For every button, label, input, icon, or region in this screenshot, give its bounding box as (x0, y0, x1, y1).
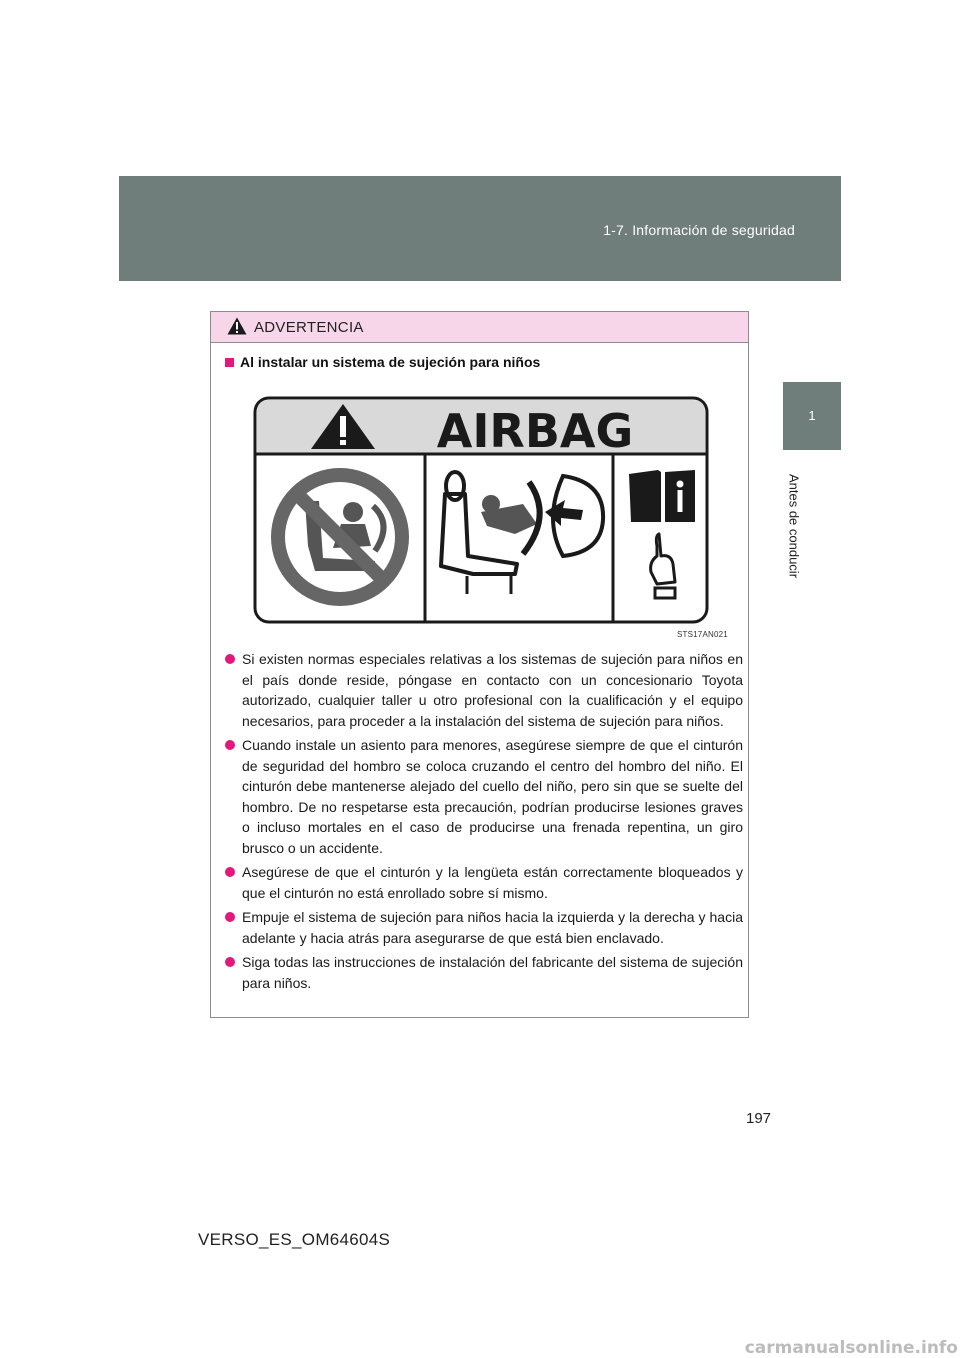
page-number: 197 (746, 1110, 772, 1127)
figure-code: STS17AN021 (677, 630, 728, 639)
watermark-text: carmanualsonline.info (744, 1338, 958, 1358)
list-item (225, 907, 743, 948)
circle-bullet-icon (225, 867, 235, 877)
subsection-heading-text: Al instalar un sistema de sujeción para niños (240, 354, 541, 370)
header-band (119, 176, 841, 281)
watermark-logo (710, 1336, 960, 1358)
list-item (225, 649, 743, 731)
circle-bullet-icon (225, 654, 235, 664)
airbag-warning-label-illustration (253, 396, 709, 626)
chapter-number: 1 (808, 408, 816, 423)
list-item-text: Cuando instale un asiento para menores, asegúrese siempre de que el cinturón de seguridad del hombro se coloca cruzando el centro del hombro del niño. El cinturón debe mantenerse alejado del cuello del niño, pero sin que se suelte del hombro. De no respetarse esta precaución, podrían producirse lesiones graves o incluso mortales en el caso de producirse una frenada repentina, un giro brusco o un accidente. (242, 737, 743, 856)
list-item-text: Asegúrese de que el cinturón y la lengüeta están correctamente bloqueados y que el cinturón no está enrollado sobre sí mismo. (242, 864, 743, 901)
list-item (225, 735, 743, 858)
chapter-label: Antes de conducir (786, 473, 802, 579)
watermark (0, 1336, 960, 1358)
circle-bullet-icon (225, 740, 235, 750)
list-item-text: Empuje el sistema de sujeción para niños hacia la izquierda y la derecha y hacia adelante y hacia atrás para asegurarse de que está bien enclavado. (242, 909, 743, 946)
subsection-heading (225, 354, 540, 370)
warning-box (210, 311, 749, 1018)
section-title: 1-7. Información de seguridad (603, 222, 795, 238)
list-item-text: Siga todas las instrucciones de instalación del fabricante del sistema de sujeción para niños. (242, 954, 743, 991)
chapter-label-container (783, 456, 805, 596)
bullet-list (225, 649, 743, 997)
list-item (225, 952, 743, 993)
list-item-text: Si existen normas especiales relativas a los sistemas de sujeción para niños en el país donde reside, póngase en contacto con un concesionario Toyota autorizado, cualquier taller u otro profesional con la cualificación y el equipo necesarios, para proceder a la instalación del sistema de sujeción para niños. (242, 651, 743, 729)
square-bullet-icon (225, 358, 234, 367)
circle-bullet-icon (225, 912, 235, 922)
circle-bullet-icon (225, 957, 235, 967)
document-code: VERSO_ES_OM64604S (198, 1230, 391, 1249)
warning-title: ADVERTENCIA (254, 319, 364, 336)
warning-header (211, 312, 748, 343)
chapter-tab (783, 382, 841, 450)
airbag-label-text: AIRBAG (436, 404, 634, 458)
list-item (225, 862, 743, 903)
warning-triangle-icon (227, 317, 247, 335)
